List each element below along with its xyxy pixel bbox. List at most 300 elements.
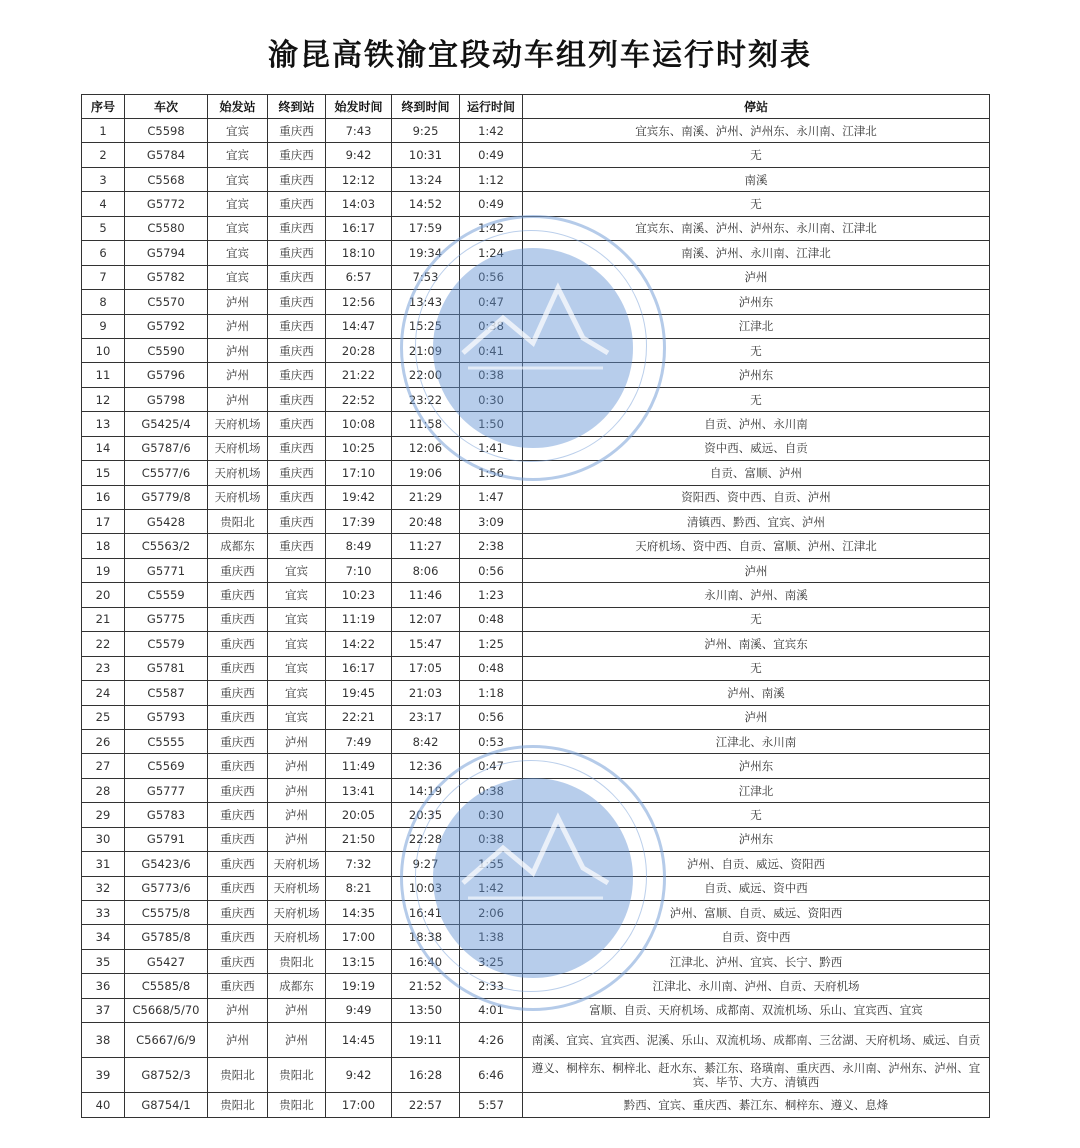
cell-destination: 成都东 [268,974,326,998]
cell-index: 10 [82,338,125,362]
cell-train: C5559 [125,583,208,607]
cell-train: G8752/3 [125,1058,208,1093]
table-row [82,558,990,582]
cell-origin: 泸州 [208,290,268,314]
table-row [82,656,990,680]
cell-stops: 南溪、宜宾、宜宾西、泥溪、乐山、双流机场、成都南、三岔湖、天府机场、威远、自贡 [523,1023,990,1058]
cell-index: 5 [82,216,125,240]
cell-train: G5785/8 [125,925,208,949]
cell-destination: 重庆西 [268,461,326,485]
cell-origin: 天府机场 [208,412,268,436]
cell-stops: 自贡、富顺、泸州 [523,461,990,485]
cell-origin: 泸州 [208,387,268,411]
cell-train: G5798 [125,387,208,411]
cell-train: G5783 [125,803,208,827]
table-row [82,852,990,876]
cell-origin: 泸州 [208,314,268,338]
cell-arrive: 16:28 [392,1058,460,1093]
cell-destination: 泸州 [268,729,326,753]
timetable [81,94,990,1118]
cell-origin: 重庆西 [208,705,268,729]
table-row [82,1093,990,1117]
header-stops: 停站 [523,95,990,119]
cell-index: 3 [82,167,125,191]
cell-train: G5425/4 [125,412,208,436]
table-row [82,827,990,851]
cell-train: C5587 [125,681,208,705]
cell-destination: 贵阳北 [268,1093,326,1117]
cell-depart: 11:49 [326,754,392,778]
cell-arrive: 13:43 [392,290,460,314]
cell-arrive: 16:41 [392,901,460,925]
table-row [82,338,990,362]
cell-index: 6 [82,241,125,265]
cell-duration: 0:38 [460,827,523,851]
cell-origin: 重庆西 [208,925,268,949]
cell-index: 2 [82,143,125,167]
cell-index: 40 [82,1093,125,1117]
cell-index: 4 [82,192,125,216]
cell-index: 34 [82,925,125,949]
cell-index: 11 [82,363,125,387]
table-row [82,729,990,753]
cell-origin: 泸州 [208,998,268,1022]
cell-destination: 贵阳北 [268,1058,326,1093]
cell-duration: 1:12 [460,167,523,191]
header-arrive: 终到时间 [392,95,460,119]
cell-arrive: 19:34 [392,241,460,265]
cell-destination: 天府机场 [268,852,326,876]
cell-train: G5773/6 [125,876,208,900]
cell-depart: 14:35 [326,901,392,925]
cell-destination: 宜宾 [268,558,326,582]
cell-origin: 宜宾 [208,167,268,191]
cell-index: 36 [82,974,125,998]
cell-origin: 宜宾 [208,216,268,240]
cell-index: 35 [82,949,125,973]
cell-depart: 19:42 [326,485,392,509]
cell-depart: 8:49 [326,534,392,558]
cell-destination: 宜宾 [268,607,326,631]
cell-depart: 17:00 [326,925,392,949]
cell-origin: 重庆西 [208,778,268,802]
cell-destination: 重庆西 [268,241,326,265]
cell-train: G5771 [125,558,208,582]
cell-destination: 泸州 [268,754,326,778]
cell-arrive: 19:11 [392,1023,460,1058]
cell-origin: 重庆西 [208,949,268,973]
cell-train: G5427 [125,949,208,973]
table-row [82,901,990,925]
cell-index: 13 [82,412,125,436]
cell-arrive: 8:42 [392,729,460,753]
cell-depart: 9:42 [326,1058,392,1093]
cell-stops: 无 [523,143,990,167]
cell-origin: 泸州 [208,1023,268,1058]
header-train: 车次 [125,95,208,119]
cell-depart: 12:12 [326,167,392,191]
cell-stops: 无 [523,192,990,216]
cell-destination: 宜宾 [268,583,326,607]
cell-train: C5568 [125,167,208,191]
cell-destination: 重庆西 [268,363,326,387]
cell-duration: 0:38 [460,363,523,387]
cell-destination: 重庆西 [268,436,326,460]
cell-destination: 重庆西 [268,192,326,216]
cell-duration: 1:42 [460,216,523,240]
cell-index: 7 [82,265,125,289]
cell-train: C5555 [125,729,208,753]
table-row [82,803,990,827]
cell-duration: 1:23 [460,583,523,607]
cell-train: G8754/1 [125,1093,208,1117]
table-row [82,778,990,802]
cell-depart: 17:39 [326,510,392,534]
cell-destination: 宜宾 [268,656,326,680]
cell-origin: 重庆西 [208,656,268,680]
cell-stops: 无 [523,387,990,411]
cell-depart: 14:45 [326,1023,392,1058]
cell-stops: 永川南、泸州、南溪 [523,583,990,607]
cell-index: 15 [82,461,125,485]
cell-arrive: 8:06 [392,558,460,582]
cell-arrive: 21:29 [392,485,460,509]
cell-depart: 21:50 [326,827,392,851]
cell-train: C5577/6 [125,461,208,485]
table-row [82,192,990,216]
cell-stops: 无 [523,607,990,631]
cell-stops: 无 [523,338,990,362]
cell-destination: 宜宾 [268,632,326,656]
cell-duration: 3:09 [460,510,523,534]
cell-arrive: 11:27 [392,534,460,558]
table-row [82,119,990,143]
header-destination: 终到站 [268,95,326,119]
cell-origin: 泸州 [208,363,268,387]
cell-index: 31 [82,852,125,876]
cell-train: G5791 [125,827,208,851]
cell-index: 1 [82,119,125,143]
cell-train: C5585/8 [125,974,208,998]
cell-depart: 22:21 [326,705,392,729]
cell-index: 37 [82,998,125,1022]
cell-train: G5779/8 [125,485,208,509]
cell-depart: 14:22 [326,632,392,656]
cell-depart: 8:21 [326,876,392,900]
cell-depart: 19:45 [326,681,392,705]
cell-index: 17 [82,510,125,534]
cell-depart: 14:47 [326,314,392,338]
cell-origin: 重庆西 [208,876,268,900]
cell-origin: 宜宾 [208,192,268,216]
cell-origin: 重庆西 [208,583,268,607]
cell-train: G5777 [125,778,208,802]
cell-index: 28 [82,778,125,802]
cell-stops: 江津北 [523,778,990,802]
cell-arrive: 9:27 [392,852,460,876]
table-row [82,241,990,265]
cell-depart: 12:56 [326,290,392,314]
cell-arrive: 21:03 [392,681,460,705]
cell-destination: 泸州 [268,803,326,827]
cell-index: 24 [82,681,125,705]
table-row [82,534,990,558]
cell-duration: 2:33 [460,974,523,998]
cell-origin: 重庆西 [208,607,268,631]
table-row [82,167,990,191]
cell-train: G5782 [125,265,208,289]
cell-index: 39 [82,1058,125,1093]
cell-duration: 0:30 [460,387,523,411]
cell-stops: 泸州 [523,705,990,729]
cell-train: G5784 [125,143,208,167]
cell-stops: 泸州、富顺、自贡、威远、资阳西 [523,901,990,925]
cell-arrive: 13:24 [392,167,460,191]
table-row [82,681,990,705]
table-row [82,387,990,411]
cell-origin: 贵阳北 [208,510,268,534]
cell-origin: 宜宾 [208,241,268,265]
cell-stops: 自贡、资中西 [523,925,990,949]
cell-stops: 无 [523,803,990,827]
table-row [82,412,990,436]
cell-duration: 4:01 [460,998,523,1022]
cell-arrive: 10:03 [392,876,460,900]
cell-stops: 泸州、南溪 [523,681,990,705]
cell-duration: 0:56 [460,705,523,729]
cell-destination: 贵阳北 [268,949,326,973]
table-row [82,461,990,485]
cell-train: G5792 [125,314,208,338]
cell-train: G5794 [125,241,208,265]
cell-origin: 重庆西 [208,803,268,827]
cell-duration: 0:48 [460,656,523,680]
cell-stops: 江津北、永川南、泸州、自贡、天府机场 [523,974,990,998]
table-row [82,143,990,167]
cell-destination: 重庆西 [268,119,326,143]
cell-arrive: 10:31 [392,143,460,167]
cell-stops: 宜宾东、南溪、泸州、泸州东、永川南、江津北 [523,216,990,240]
cell-arrive: 11:46 [392,583,460,607]
table-row [82,974,990,998]
cell-arrive: 14:19 [392,778,460,802]
table-row [82,949,990,973]
page-title: 渝昆高铁渝宜段动车组列车运行时刻表 [268,38,812,73]
cell-index: 21 [82,607,125,631]
cell-train: C5598 [125,119,208,143]
cell-arrive: 20:48 [392,510,460,534]
cell-destination: 天府机场 [268,876,326,900]
cell-stops: 自贡、威远、资中西 [523,876,990,900]
cell-destination: 重庆西 [268,338,326,362]
cell-depart: 20:28 [326,338,392,362]
cell-origin: 成都东 [208,534,268,558]
cell-index: 25 [82,705,125,729]
cell-stops: 黔西、宜宾、重庆西、綦江东、桐梓东、遵义、息烽 [523,1093,990,1117]
cell-arrive: 9:25 [392,119,460,143]
cell-destination: 重庆西 [268,143,326,167]
cell-origin: 泸州 [208,338,268,362]
cell-origin: 重庆西 [208,754,268,778]
cell-origin: 重庆西 [208,729,268,753]
cell-train: C5563/2 [125,534,208,558]
cell-arrive: 22:57 [392,1093,460,1117]
cell-stops: 江津北 [523,314,990,338]
cell-origin: 贵阳北 [208,1058,268,1093]
cell-stops: 天府机场、资中西、自贡、富顺、泸州、江津北 [523,534,990,558]
cell-stops: 资中西、威远、自贡 [523,436,990,460]
cell-origin: 重庆西 [208,681,268,705]
table-row [82,436,990,460]
cell-stops: 富顺、自贡、天府机场、成都南、双流机场、乐山、宜宾西、宜宾 [523,998,990,1022]
cell-train: C5668/5/70 [125,998,208,1022]
cell-depart: 6:57 [326,265,392,289]
cell-destination: 宜宾 [268,705,326,729]
cell-stops: 江津北、泸州、宜宾、长宁、黔西 [523,949,990,973]
header-row [82,95,990,119]
cell-duration: 3:25 [460,949,523,973]
cell-depart: 14:03 [326,192,392,216]
cell-arrive: 15:47 [392,632,460,656]
cell-duration: 1:55 [460,852,523,876]
cell-arrive: 16:40 [392,949,460,973]
cell-depart: 10:23 [326,583,392,607]
table-row [82,314,990,338]
table-row [82,705,990,729]
cell-train: C5575/8 [125,901,208,925]
cell-index: 16 [82,485,125,509]
cell-index: 8 [82,290,125,314]
table-row [82,216,990,240]
cell-destination: 重庆西 [268,485,326,509]
cell-arrive: 15:25 [392,314,460,338]
cell-duration: 0:56 [460,265,523,289]
cell-train: C5590 [125,338,208,362]
cell-arrive: 18:38 [392,925,460,949]
cell-origin: 宜宾 [208,143,268,167]
cell-duration: 1:24 [460,241,523,265]
cell-duration: 1:38 [460,925,523,949]
cell-train: C5569 [125,754,208,778]
cell-origin: 重庆西 [208,632,268,656]
cell-arrive: 19:06 [392,461,460,485]
cell-duration: 0:47 [460,754,523,778]
cell-depart: 16:17 [326,656,392,680]
cell-train: C5570 [125,290,208,314]
header-duration: 运行时间 [460,95,523,119]
cell-origin: 贵阳北 [208,1093,268,1117]
cell-index: 19 [82,558,125,582]
table-row [82,1058,990,1093]
cell-stops: 清镇西、黔西、宜宾、泸州 [523,510,990,534]
cell-destination: 天府机场 [268,925,326,949]
cell-duration: 1:41 [460,436,523,460]
table-row [82,290,990,314]
cell-index: 12 [82,387,125,411]
cell-origin: 重庆西 [208,974,268,998]
cell-arrive: 17:05 [392,656,460,680]
cell-destination: 重庆西 [268,387,326,411]
cell-index: 33 [82,901,125,925]
cell-train: G5423/6 [125,852,208,876]
cell-train: G5775 [125,607,208,631]
cell-origin: 重庆西 [208,901,268,925]
cell-depart: 17:10 [326,461,392,485]
cell-duration: 1:42 [460,119,523,143]
cell-arrive: 20:35 [392,803,460,827]
cell-arrive: 21:52 [392,974,460,998]
cell-destination: 重庆西 [268,510,326,534]
cell-duration: 0:53 [460,729,523,753]
table-row [82,1023,990,1058]
cell-index: 18 [82,534,125,558]
cell-depart: 10:25 [326,436,392,460]
table-row [82,876,990,900]
table-row [82,998,990,1022]
cell-duration: 1:50 [460,412,523,436]
cell-depart: 17:00 [326,1093,392,1117]
cell-duration: 0:49 [460,143,523,167]
cell-train: G5772 [125,192,208,216]
cell-duration: 2:38 [460,534,523,558]
cell-destination: 重庆西 [268,216,326,240]
cell-duration: 1:25 [460,632,523,656]
cell-arrive: 21:09 [392,338,460,362]
cell-duration: 0:47 [460,290,523,314]
cell-depart: 21:22 [326,363,392,387]
cell-stops: 泸州、南溪、宜宾东 [523,632,990,656]
table-row [82,510,990,534]
cell-stops: 江津北、永川南 [523,729,990,753]
cell-stops: 资阳西、资中西、自贡、泸州 [523,485,990,509]
cell-index: 38 [82,1023,125,1058]
cell-stops: 无 [523,656,990,680]
cell-duration: 0:41 [460,338,523,362]
cell-train: G5787/6 [125,436,208,460]
cell-destination: 重庆西 [268,265,326,289]
table-row [82,925,990,949]
header-origin: 始发站 [208,95,268,119]
cell-arrive: 14:52 [392,192,460,216]
cell-train: G5796 [125,363,208,387]
cell-origin: 宜宾 [208,119,268,143]
cell-origin: 重庆西 [208,827,268,851]
table-row [82,583,990,607]
cell-destination: 宜宾 [268,681,326,705]
cell-stops: 泸州东 [523,827,990,851]
cell-destination: 重庆西 [268,290,326,314]
cell-depart: 9:42 [326,143,392,167]
table-row [82,485,990,509]
cell-duration: 0:38 [460,778,523,802]
cell-origin: 重庆西 [208,852,268,876]
header-index: 序号 [82,95,125,119]
cell-stops: 南溪 [523,167,990,191]
cell-arrive: 23:17 [392,705,460,729]
header-depart: 始发时间 [326,95,392,119]
cell-destination: 泸州 [268,827,326,851]
cell-duration: 2:06 [460,901,523,925]
table-row [82,363,990,387]
cell-depart: 20:05 [326,803,392,827]
cell-train: G5793 [125,705,208,729]
cell-origin: 重庆西 [208,558,268,582]
cell-train: G5428 [125,510,208,534]
cell-index: 14 [82,436,125,460]
cell-destination: 重庆西 [268,412,326,436]
cell-index: 23 [82,656,125,680]
cell-arrive: 13:50 [392,998,460,1022]
